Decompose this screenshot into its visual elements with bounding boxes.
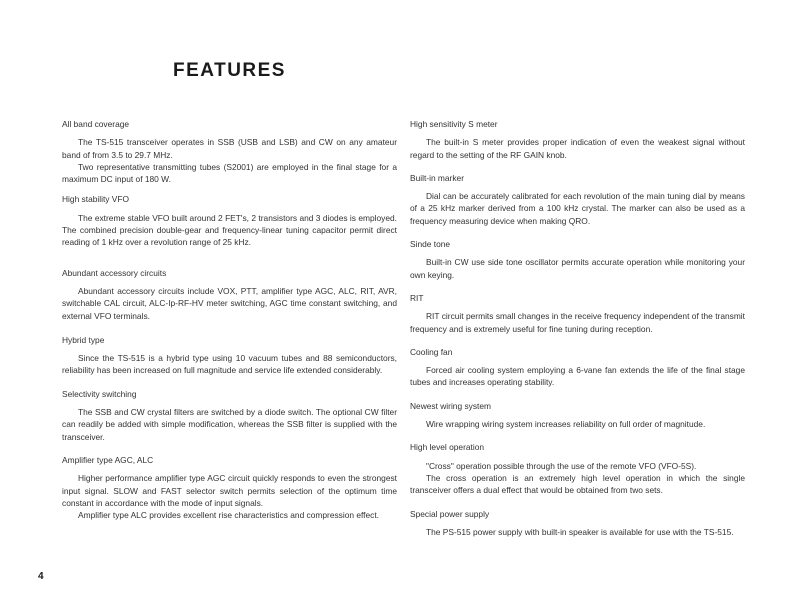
feature-section-special-power-supply [410, 508, 745, 539]
section-paragraph: Built-in CW use side tone oscillator permits accurate operation while monitoring your own keying. [410, 257, 745, 280]
feature-section-all-band-coverage [62, 118, 397, 185]
section-heading: High level operation [410, 442, 485, 453]
feature-section-high-sensitivity-s-meter [410, 118, 745, 161]
section-heading: Newest wiring system [410, 400, 491, 411]
feature-section-cooling-fan [410, 346, 745, 389]
left-column [62, 118, 397, 521]
section-heading: Abundant accessory circuits [62, 267, 167, 278]
feature-section-selectivity-switching [62, 388, 397, 443]
feature-section-high-stability-vfo [62, 193, 397, 248]
section-heading: Special power supply [410, 508, 490, 519]
page-title: FEATURES [173, 60, 286, 81]
feature-section-side-tone [410, 238, 745, 281]
section-paragraph: RIT circuit permits small changes in the receive frequency independent of the transmit frequency and is extremely useful for fine tuning during reception. [410, 311, 745, 334]
section-paragraph: Two representative transmitting tubes (S2001) are employed in the final stage for a maximum DC input of 180 W. [62, 161, 397, 185]
section-heading: Sinde tone [410, 239, 451, 250]
right-column [410, 118, 745, 538]
feature-section-rit [410, 292, 745, 335]
section-paragraph: Forced air cooling system employing a 6-vane fan extends the life of the final stage tubes and increases operating stability. [410, 365, 745, 388]
section-paragraph: The built-in S meter provides proper indication of even the weakest signal without regard to the setting of the RF GAIN knob. [410, 137, 745, 160]
section-heading: All band coverage [62, 119, 130, 129]
section-paragraph: Since the TS-515 is a hybrid type using 10 vacuum tubes and 88 semiconductors, reliability has been increased on full magnitude and service life extended considerably. [62, 353, 397, 376]
section-paragraph: The PS-515 power supply with built-in speaker is available for use with the TS-515. [426, 526, 734, 537]
section-paragraph: Dial can be accurately calibrated for each revolution of the main tuning dial by means of a 25 kHz marker derived from a 100 kHz crystal. The marker can also be used as a frequency measuring device when making QRO. [410, 191, 745, 226]
feature-section-amplifier-type-agc-alc [62, 454, 397, 521]
section-heading: Amplifier type AGC, ALC [62, 454, 154, 465]
section-heading: High sensitivity S meter [410, 119, 498, 129]
section-heading: Cooling fan [410, 346, 453, 357]
feature-section-abundant-accessory-circuits [62, 267, 397, 322]
section-heading: Built-in marker [410, 172, 464, 183]
section-paragraph: Wire wrapping wiring system increases reliability on full order of magnitude. [426, 419, 706, 430]
section-heading: High stability VFO [62, 194, 130, 205]
section-paragraph: "Cross" operation possible through the use of the remote VFO (VFO-5S). [426, 460, 697, 471]
section-paragraph: Amplifier type ALC provides excellent rise characteristics and compression effect. [78, 510, 380, 521]
feature-section-hybrid-type [62, 334, 397, 377]
feature-section-built-in-marker [410, 172, 745, 227]
feature-section-newest-wiring-system [410, 400, 745, 431]
section-paragraph: The SSB and CW crystal filters are switched by a diode switch. The optional CW filter can readily be added with simple modification, whereas the SSB filter is supplied with the transceiver. [62, 407, 397, 442]
feature-section-high-level-operation [410, 441, 745, 496]
section-heading: Selectivity switching [62, 388, 137, 399]
section-heading: RIT [410, 292, 424, 303]
section-heading: Hybrid type [62, 334, 105, 345]
section-paragraph: Abundant accessory circuits include VOX, PTT, amplifier type AGC, ALC, RIT, AVR, switchable CAL circuit, ALC-Ip-RF-HV meter switching, AGC time constant switching, and external VFO terminals. [62, 285, 397, 321]
page-number: 4 [38, 571, 44, 582]
section-paragraph: The cross operation is an extremely high level operation in which the single transceiver offers a dual effect that would be obtained from two sets. [410, 472, 745, 496]
section-paragraph: The TS-515 transceiver operates in SSB (USB and LSB) and CW on any amateur band of from 3.5 to 29.7 MHz. [62, 137, 397, 160]
section-paragraph: The extreme stable VFO built around 2 FET's, 2 transistors and 3 diodes is employed. The combined precision double-gear and frequency-linear tuning capacitor permit direct reading of 1 kHz over a revolution range of 25 kHz. [62, 212, 397, 248]
section-paragraph: Higher performance amplifier type AGC circuit quickly responds to even the strongest input signal. SLOW and FAST selector switch permits selection of the optimum time constant in accordance with the mode of input signals. [62, 473, 397, 508]
